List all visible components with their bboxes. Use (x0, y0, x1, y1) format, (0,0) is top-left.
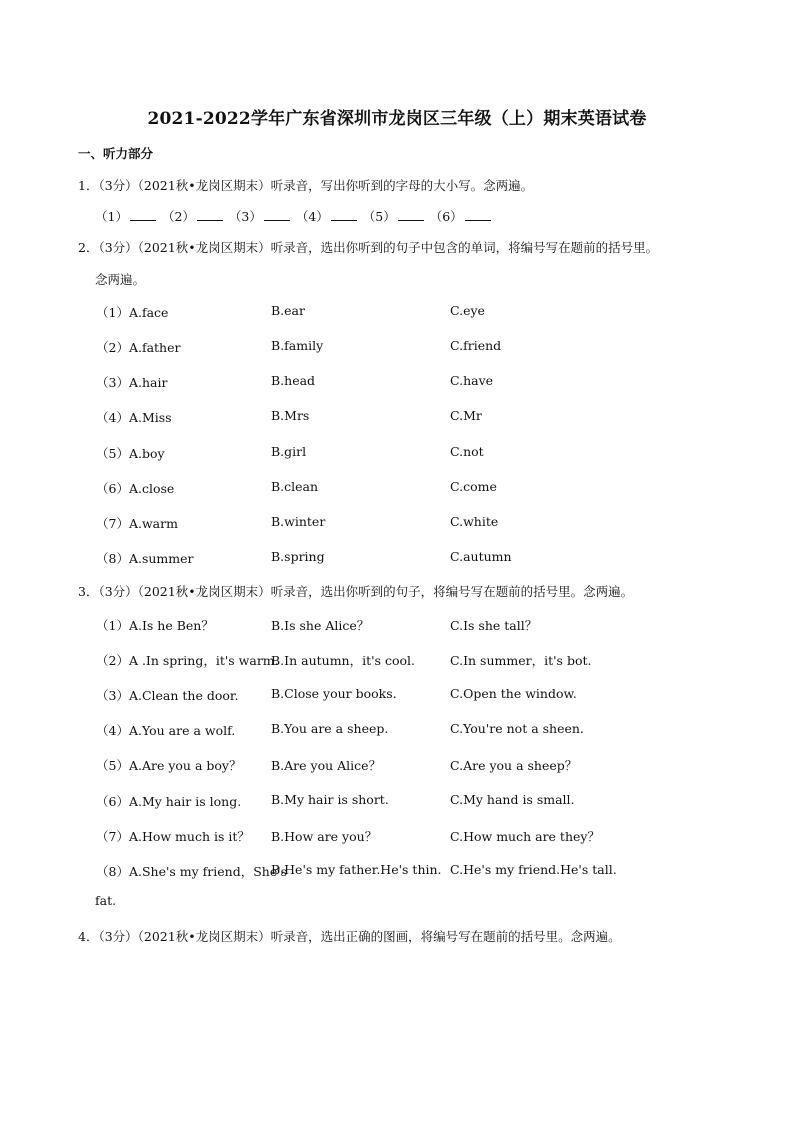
blank-label: （1） (95, 209, 128, 224)
option-b: B.girl (271, 444, 307, 459)
option-c: C.In summer，it's bot. (450, 653, 592, 668)
answer-blank[interactable] (331, 208, 357, 221)
option-b: B.head (271, 373, 316, 388)
blank-label: （5） (362, 209, 396, 224)
option-a: （2）A.father (96, 340, 181, 355)
question-2-text: 2．（3分）（2021秋•龙岗区期末）听录音，选出你听到的句子中包含的单词，将编号写在题前的括号里。 (78, 240, 659, 255)
option-c: C.How much are they？ (450, 829, 600, 844)
option-a: （5）A.boy (96, 446, 165, 461)
option-c: C.My hand is small. (450, 792, 575, 807)
option-b: B.clean (271, 479, 319, 494)
option-a: （6）A.close (96, 481, 175, 496)
answer-blank[interactable] (264, 208, 290, 221)
option-c: C.He's my friend.He's tall. (450, 862, 617, 877)
option-a: （4）A.You are a wolf. (96, 723, 236, 738)
option-a-wrap: fat. (95, 893, 117, 908)
option-a: （8）A.summer (96, 551, 194, 566)
option-c: C.You're not a sheen. (450, 721, 584, 736)
question-4-text: 4．（3分）（2021秋•龙岗区期末）听录音，选出正确的图画，将编号写在题前的括号里。念两遍。 (78, 929, 621, 944)
option-c: C.not (450, 444, 484, 459)
option-b: B.Are you Alice？ (271, 758, 382, 773)
option-b: B.family (271, 338, 324, 353)
blank-label: （4） (295, 209, 329, 224)
option-a: （4）A.Miss (96, 410, 172, 425)
option-b: B.winter (271, 514, 326, 529)
option-c: C.friend (450, 338, 502, 353)
page-title: 2021-2022学年广东省深圳市龙岗区三年级（上）期末英语试卷 (147, 109, 647, 129)
option-c: C.Is she tall？ (450, 618, 538, 633)
option-a: （8）A.She's my friend，She's (96, 864, 288, 879)
option-a: （3）A.hair (96, 375, 168, 390)
option-c: C.have (450, 373, 494, 388)
option-c: C.Are you a sheep？ (450, 758, 578, 773)
answer-blank[interactable] (465, 208, 491, 221)
blank-label: （6） (429, 209, 463, 224)
option-b: B.Close your books. (271, 686, 397, 701)
blank-label: （2） (161, 209, 195, 224)
option-c: C.white (450, 514, 499, 529)
blank-label: （3） (228, 209, 262, 224)
option-c: C.autumn (450, 549, 512, 564)
option-b: B.You are a sheep. (271, 721, 389, 736)
option-a: （3）A.Clean the door. (96, 688, 239, 703)
option-b: B.He's my father.He's thin. (271, 862, 442, 877)
option-c: C.eye (450, 303, 485, 318)
option-a: （2）A .In spring，it's warm. (96, 653, 279, 668)
answer-blank[interactable] (197, 208, 223, 221)
option-c: C.Mr (450, 408, 482, 423)
question-3-text: 3．（3分）（2021秋•龙岗区期末）听录音，选出你听到的句子，将编号写在题前的括号里。念两遍。 (78, 584, 634, 599)
question-2-text-cont: 念两遍。 (95, 272, 146, 287)
question-1-blanks (95, 207, 493, 225)
option-b: B.Is she Alice？ (271, 618, 370, 633)
option-a: （5）A.Are you a boy？ (96, 758, 242, 773)
option-b: B.In autumn，it's cool. (271, 653, 415, 668)
option-b: B.How are you？ (271, 829, 378, 844)
option-b: B.ear (271, 303, 305, 318)
question-1-text: 1．（3分）（2021秋•龙岗区期末）听录音，写出你听到的字母的大小写。念两遍。 (78, 178, 534, 193)
option-b: B.spring (271, 549, 325, 564)
option-a: （1）A.face (96, 305, 169, 320)
option-a: （6）A.My hair is long. (96, 794, 242, 809)
option-b: B.My hair is short. (271, 792, 389, 807)
answer-blank[interactable] (398, 208, 424, 221)
section-heading-listening: 一、听力部分 (78, 146, 154, 161)
option-a: （1）A.Is he Ben？ (96, 618, 214, 633)
option-c: C.Open the window. (450, 686, 577, 701)
option-c: C.come (450, 479, 497, 494)
answer-blank[interactable] (130, 208, 156, 221)
option-a: （7）A.How much is it？ (96, 829, 250, 844)
option-a: （7）A.warm (96, 516, 178, 531)
option-b: B.Mrs (271, 408, 310, 423)
